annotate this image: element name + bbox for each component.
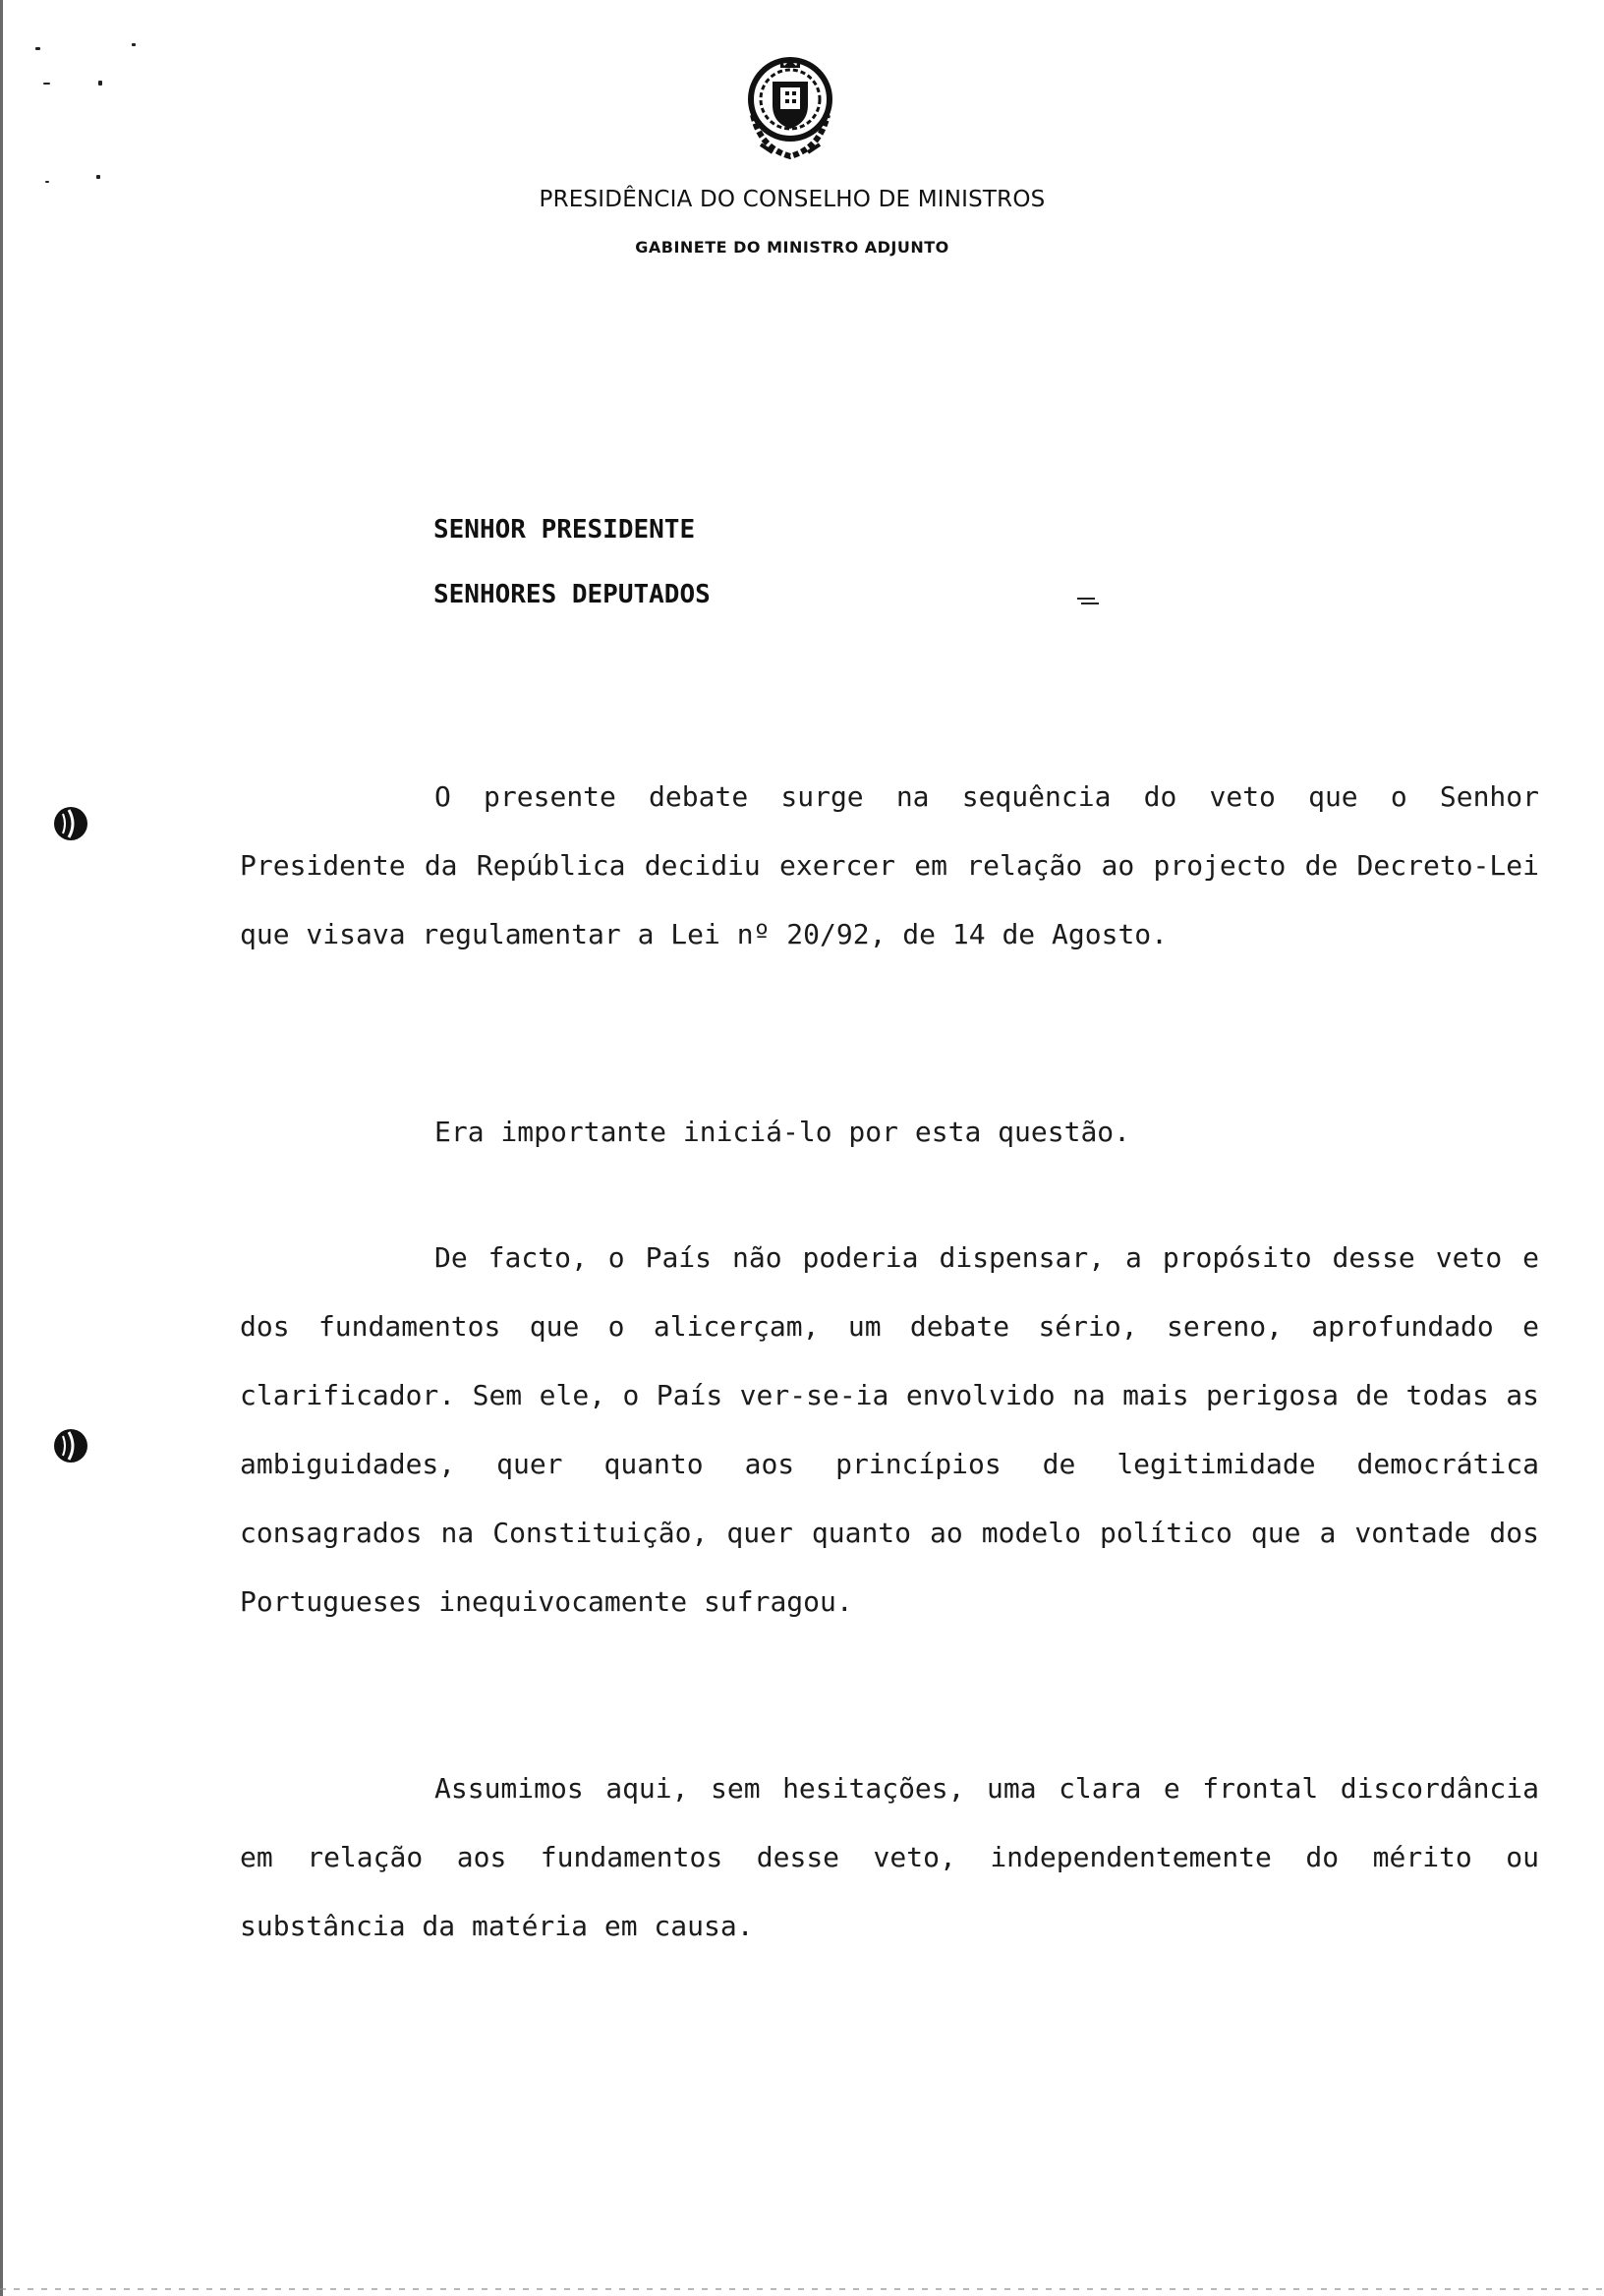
scan-speck <box>98 81 102 86</box>
organization-heading: PRESIDÊNCIA DO CONSELHO DE MINISTROS <box>539 187 1046 212</box>
binder-hole-icon <box>51 804 90 843</box>
salutation-line-2: SENHORES DEPUTADOS <box>433 580 711 609</box>
scan-speck <box>45 181 49 183</box>
paragraph-1: O presente debate surge na sequência do veto que o Senhor Presidente da República decidiu exercer em relação ao projecto de Decreto-Lei que visava regulamentar a Lei nº 20/92, de 14 de Agosto. <box>240 780 1539 950</box>
scan-speck <box>35 47 40 50</box>
paragraph-3: De facto, o País não poderia dispensar, a propósito desse veto e dos fundamentos que o alicerçam, um debate sério, sereno, aprofundado e clarificador. Sem ele, o País ver-se-ia envolvido na mais perigosa de todas as ambiguidades, quer quanto aos princípios de legitimidade democrática consagrados na Constituição, quer quanto ao modelo político que a vontade dos Portugueses inequivocamente sufragou. <box>240 1241 1539 1618</box>
office-subheading: GABINETE DO MINISTRO ADJUNTO <box>635 238 949 257</box>
scan-speck <box>132 43 136 46</box>
scan-speck <box>43 83 50 85</box>
paragraph-2: Era importante iniciá-lo por esta questão. <box>434 1116 1131 1148</box>
paragraph-4: Assumimos aqui, sem hesitações, uma clara e frontal discordância em relação aos fundamentos desse veto, independentemente do mérito ou substância da matéria em causa. <box>240 1772 1539 1942</box>
binder-hole-icon <box>51 1426 90 1465</box>
scan-bottom-edge <box>0 2288 1604 2290</box>
scan-speck <box>96 175 100 179</box>
coat-of-arms-seal-icon <box>743 54 837 164</box>
scan-left-edge <box>0 0 3 2296</box>
stray-mark <box>1075 596 1101 607</box>
salutation-line-1: SENHOR PRESIDENTE <box>433 515 696 545</box>
